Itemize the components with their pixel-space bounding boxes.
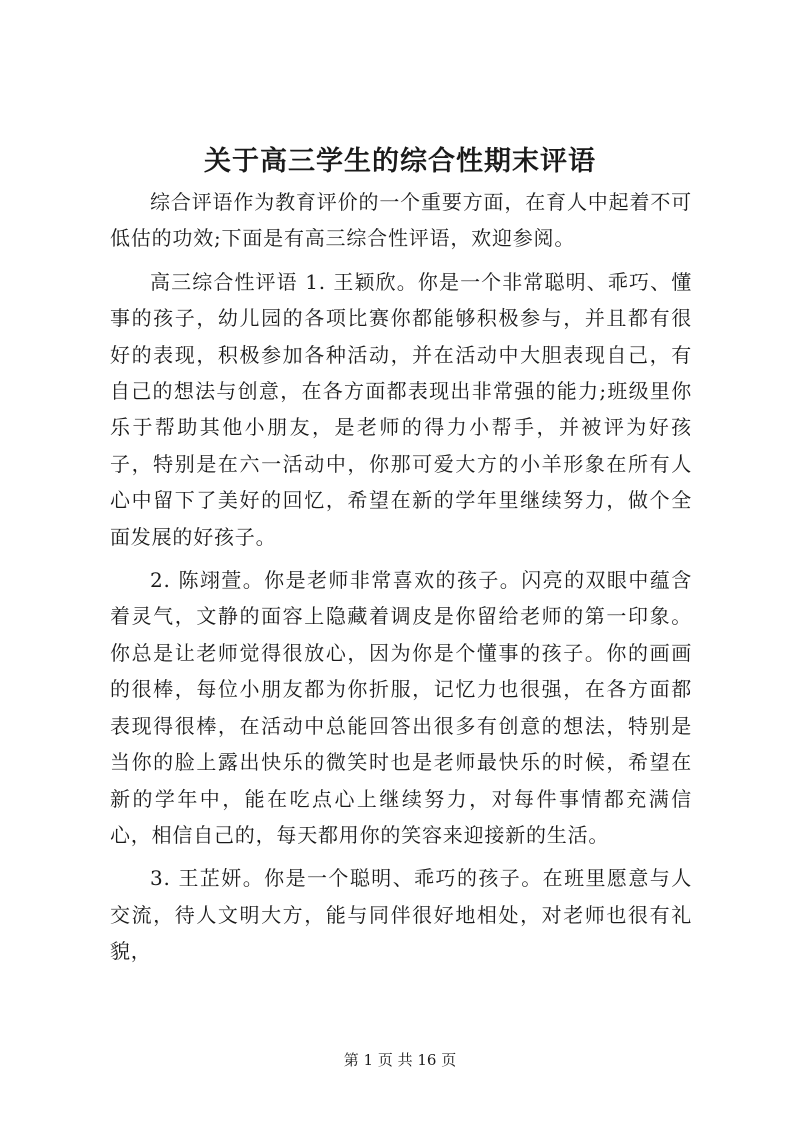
document-body xyxy=(110,184,692,977)
paragraph-comment-1: 高三综合性评语 1. 王颖欣。你是一个非常聪明、乖巧、懂事的孩子，幼儿园的各项比赛你都能够积极参与，并且都有很好的表现，积极参加各种活动，并在活动中大胆表现自己，有自己的想法与创意，在各方面都表现出非常强的能力;班级里你乐于帮助其他小朋友，是老师的得力小帮手，并被评为好孩子，特别是在六一活动中，你那可爱大方的小羊形象在所有人心中留下了美好的回忆，希望在新的学年里继续努力，做个全面发展的好孩子。 xyxy=(110,269,692,549)
page-number-footer: 第 1 页 共 16 页 xyxy=(343,1051,457,1069)
document-title: 关于高三学生的综合性期末评语 xyxy=(204,146,596,177)
paragraph-comment-3: 3. 王芷妍。你是一个聪明、乖巧的孩子。在班里愿意与人交流，待人文明大方，能与同伴很好地相处，对老师也很有礼貌， xyxy=(110,866,692,964)
paragraph-intro: 综合评语作为教育评价的一个重要方面，在育人中起着不可低估的功效;下面是有高三综合性评语，欢迎参阅。 xyxy=(110,190,692,251)
paragraph-comment-2: 2. 陈翊萱。你是老师非常喜欢的孩子。闪亮的双眼中蕴含着灵气，文静的面容上隐藏着调皮是你留给老师的第一印象。你总是让老师觉得很放心，因为你是个懂事的孩子。你的画画的很棒，每位小朋友都为你折服，记忆力也很强，在各方面都表现得很棒，在活动中总能回答出很多有创意的想法，特别是当你的脸上露出快乐的微笑时也是老师最快乐的时候，希望在新的学年中，能在吃点心上继续努力，对每件事情都充满信心，相信自己的，每天都用你的笑容来迎接新的生活。 xyxy=(110,568,692,847)
